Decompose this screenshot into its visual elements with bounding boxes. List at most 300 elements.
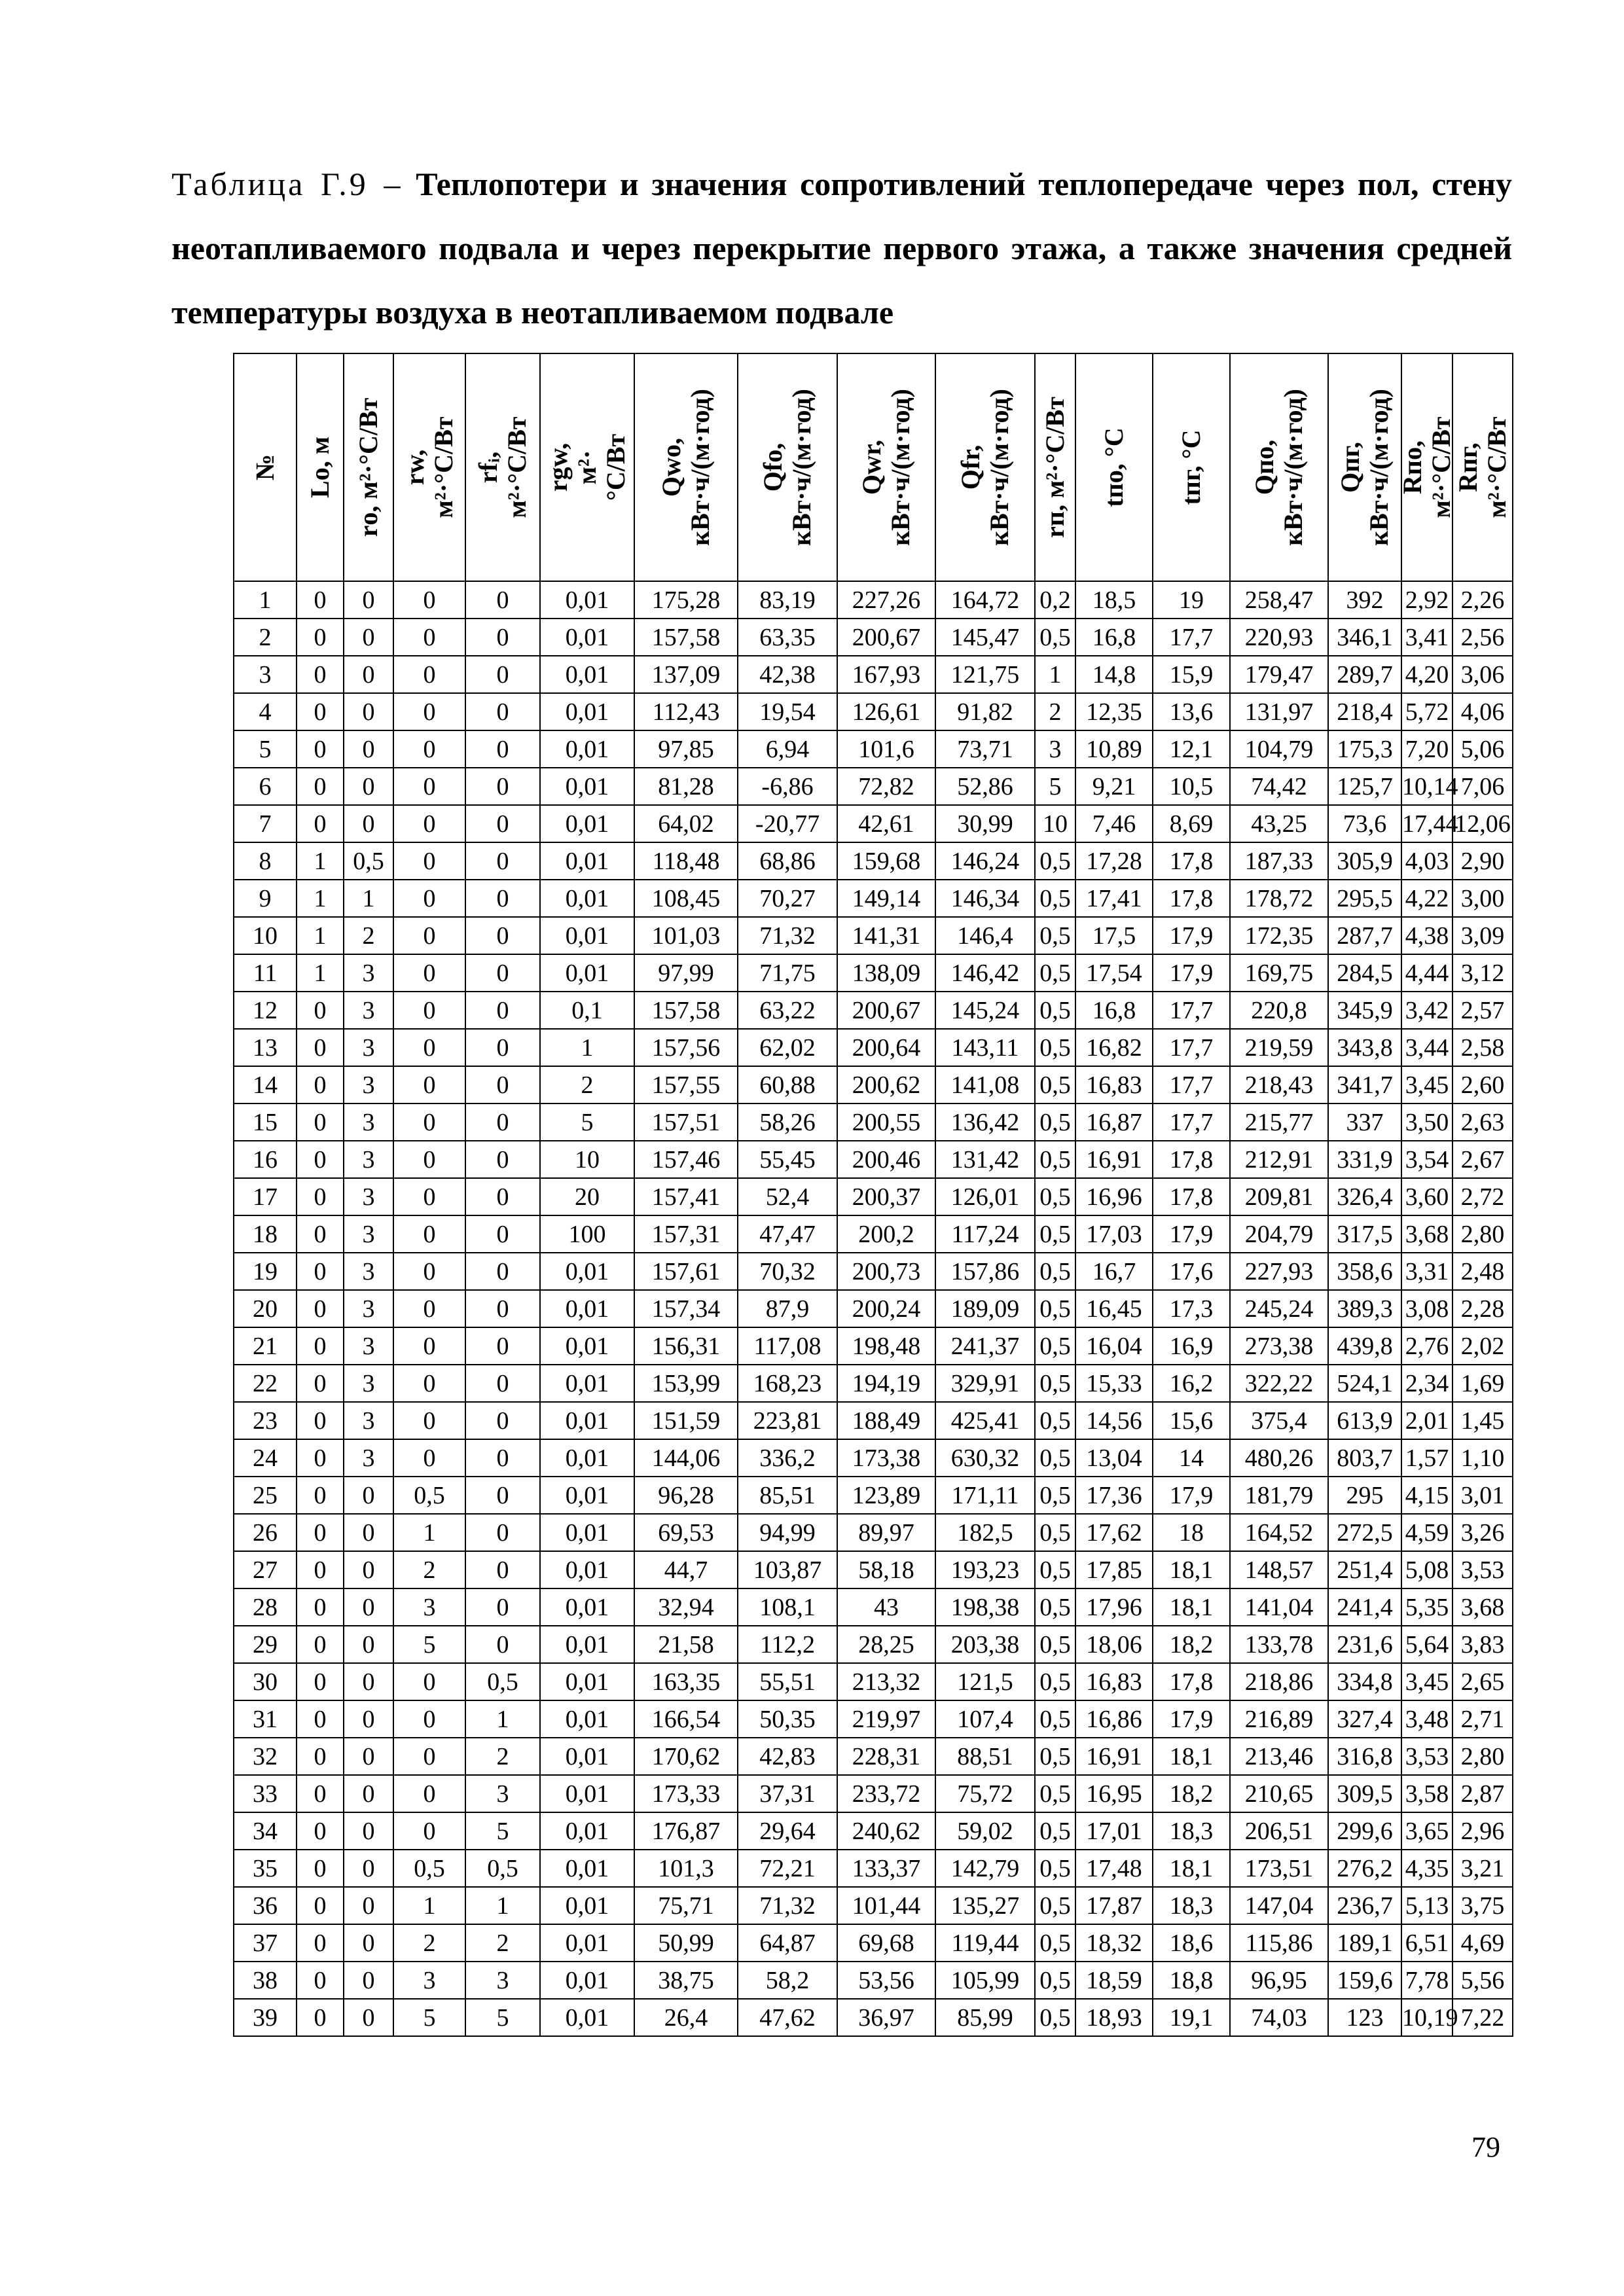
table-cell: 19,54 <box>738 693 837 730</box>
table-cell: 17,9 <box>1153 1477 1230 1514</box>
table-cell: 337 <box>1328 1103 1401 1141</box>
table-cell: 15,6 <box>1153 1402 1230 1439</box>
table-cell: 64,02 <box>634 805 738 842</box>
table-row <box>234 1103 1513 1141</box>
table-cell: 10,89 <box>1075 730 1153 768</box>
table-cell: 3,21 <box>1453 1850 1513 1887</box>
table-cell: 0,5 <box>1035 1551 1075 1588</box>
table-cell: 123 <box>1328 1999 1401 2036</box>
table-row <box>234 1962 1513 1999</box>
table-cell: 17,8 <box>1153 1141 1230 1178</box>
table-cell: 189,09 <box>935 1290 1035 1327</box>
table-cell: 16,91 <box>1075 1141 1153 1178</box>
table-cell: 3,48 <box>1401 1700 1453 1738</box>
column-header-line: кВт·ч/(м·год) <box>1364 389 1394 546</box>
table-cell: 83,19 <box>738 581 837 619</box>
table-cell: 18,2 <box>1153 1626 1230 1663</box>
table-row <box>234 880 1513 917</box>
table-cell: 2,76 <box>1401 1327 1453 1365</box>
table-cell: 0 <box>297 1029 344 1066</box>
table-cell: 3,50 <box>1401 1103 1453 1141</box>
table-cell: 0 <box>393 1738 465 1775</box>
column-header-line: Rпо, <box>1398 440 1427 494</box>
table-cell: 0 <box>393 1141 465 1178</box>
table-cell: 0,01 <box>540 842 634 880</box>
table-cell: 0 <box>465 1514 540 1551</box>
table-cell: 58,18 <box>837 1551 935 1588</box>
table-cell: 0 <box>344 619 393 656</box>
table-cell: 16,86 <box>1075 1700 1153 1738</box>
table-cell: 63,35 <box>738 619 837 656</box>
table-cell: 28,25 <box>837 1626 935 1663</box>
table-cell: 0,01 <box>540 917 634 954</box>
table-cell: 16,82 <box>1075 1029 1153 1066</box>
table-cell: 0,01 <box>540 1887 634 1924</box>
table-cell: 29,64 <box>738 1812 837 1850</box>
table-row <box>234 619 1513 656</box>
table-cell: 3,83 <box>1453 1626 1513 1663</box>
table-row <box>234 1738 1513 1775</box>
table-cell: 4,38 <box>1401 917 1453 954</box>
column-header-line: кВт·ч/(м·год) <box>886 389 915 546</box>
table-cell: 0 <box>297 1402 344 1439</box>
header-row <box>234 353 1513 581</box>
table-cell: 17,41 <box>1075 880 1153 917</box>
table-cell: 425,41 <box>935 1402 1035 1439</box>
table-cell: 213,32 <box>837 1663 935 1700</box>
table-cell: 0,5 <box>1035 917 1075 954</box>
table-cell: 7,06 <box>1453 768 1513 805</box>
table-cell: 0,01 <box>540 1999 634 2036</box>
table-cell: 346,1 <box>1328 619 1401 656</box>
table-cell: 17,6 <box>1153 1253 1230 1290</box>
table-cell: 5,35 <box>1401 1588 1453 1626</box>
table-cell: 0 <box>344 1962 393 1999</box>
table-cell: 241,37 <box>935 1327 1035 1365</box>
table-cell: 227,93 <box>1230 1253 1328 1290</box>
table-cell: 17 <box>234 1178 297 1215</box>
table-row <box>234 1178 1513 1215</box>
table-cell: 7,22 <box>1453 1999 1513 2036</box>
table-cell: 343,8 <box>1328 1029 1401 1066</box>
table-cell: 200,62 <box>837 1066 935 1103</box>
table-cell: 2 <box>234 619 297 656</box>
table-cell: 210,65 <box>1230 1775 1328 1812</box>
table-cell: 18,59 <box>1075 1962 1153 1999</box>
table-cell: 0 <box>465 730 540 768</box>
table-cell: 178,72 <box>1230 880 1328 917</box>
table-row <box>234 1066 1513 1103</box>
table-cell: 2,80 <box>1453 1215 1513 1253</box>
table-row <box>234 1215 1513 1253</box>
table-cell: 159,6 <box>1328 1962 1401 1999</box>
table-cell: 187,33 <box>1230 842 1328 880</box>
table-cell: 17,3 <box>1153 1290 1230 1327</box>
table-cell: 18,1 <box>1153 1738 1230 1775</box>
table-cell: 157,51 <box>634 1103 738 1141</box>
table-cell: 58,26 <box>738 1103 837 1141</box>
table-cell: 200,37 <box>837 1178 935 1215</box>
table-cell: 133,37 <box>837 1850 935 1887</box>
table-cell: 96,28 <box>634 1477 738 1514</box>
table-cell: 157,46 <box>634 1141 738 1178</box>
table-row <box>234 693 1513 730</box>
table-cell: 0 <box>393 1178 465 1215</box>
table-cell: 0,5 <box>1035 1514 1075 1551</box>
table-cell: 218,86 <box>1230 1663 1328 1700</box>
table-row <box>234 842 1513 880</box>
table-cell: 0 <box>465 693 540 730</box>
table-cell: 181,79 <box>1230 1477 1328 1514</box>
table-row <box>234 1402 1513 1439</box>
table-cell: 0 <box>393 954 465 992</box>
table-cell: 3,45 <box>1401 1066 1453 1103</box>
column-header-line: м²· <box>572 450 602 485</box>
table-cell: 0 <box>393 805 465 842</box>
table-cell: 14,8 <box>1075 656 1153 693</box>
table-cell: 13,6 <box>1153 693 1230 730</box>
table-cell: 16,83 <box>1075 1066 1153 1103</box>
table-cell: 147,04 <box>1230 1887 1328 1924</box>
table-cell: 3 <box>344 1178 393 1215</box>
table-cell: 6,51 <box>1401 1924 1453 1962</box>
table-cell: 4,59 <box>1401 1514 1453 1551</box>
table-cell: 167,93 <box>837 656 935 693</box>
table-row <box>234 1029 1513 1066</box>
table-cell: 101,44 <box>837 1887 935 1924</box>
table-cell: 0 <box>297 619 344 656</box>
table-cell: 70,32 <box>738 1253 837 1290</box>
table-cell: 143,11 <box>935 1029 1035 1066</box>
table-cell: 3 <box>344 1402 393 1439</box>
table-cell: 0 <box>297 1514 344 1551</box>
table-cell: 18,93 <box>1075 1999 1153 2036</box>
table-cell: 3,44 <box>1401 1029 1453 1066</box>
table-cell: 72,21 <box>738 1850 837 1887</box>
table-cell: 613,9 <box>1328 1402 1401 1439</box>
table-cell: 53,56 <box>837 1962 935 1999</box>
table-cell: 2,02 <box>1453 1327 1513 1365</box>
table-cell: 145,24 <box>935 992 1035 1029</box>
table-cell: 126,01 <box>935 1178 1035 1215</box>
table-cell: 198,48 <box>837 1327 935 1365</box>
table-cell: 0 <box>393 1663 465 1700</box>
table-cell: 0 <box>297 730 344 768</box>
table-cell: 32,94 <box>634 1588 738 1626</box>
table-cell: 2,96 <box>1453 1812 1513 1850</box>
table-cell: 89,97 <box>837 1514 935 1551</box>
table-cell: 157,58 <box>634 619 738 656</box>
table-cell: 74,42 <box>1230 768 1328 805</box>
table-cell: 299,6 <box>1328 1812 1401 1850</box>
table-cell: 0 <box>393 880 465 917</box>
table-cell: 3,60 <box>1401 1178 1453 1215</box>
column-header-line: кВт·ч/(м·год) <box>984 389 1014 546</box>
table-cell: 0 <box>465 1178 540 1215</box>
table-cell: 19 <box>1153 581 1230 619</box>
table-cell: 30,99 <box>935 805 1035 842</box>
table-cell: 97,85 <box>634 730 738 768</box>
table-cell: 0 <box>465 1477 540 1514</box>
table-cell: 22 <box>234 1365 297 1402</box>
table-cell: 5,56 <box>1453 1962 1513 1999</box>
table-cell: 81,28 <box>634 768 738 805</box>
column-header-line: tпг, °С <box>1176 429 1206 505</box>
table-cell: 0 <box>393 1290 465 1327</box>
table-cell: 8 <box>234 842 297 880</box>
table-cell: 0 <box>344 1850 393 1887</box>
table-cell: 480,26 <box>1230 1439 1328 1477</box>
table-cell: 43,25 <box>1230 805 1328 842</box>
table-cell: 36,97 <box>837 1999 935 2036</box>
table-cell: 4,69 <box>1453 1924 1513 1962</box>
table-cell: 13 <box>234 1029 297 1066</box>
table-cell: 73,71 <box>935 730 1035 768</box>
table-cell: -20,77 <box>738 805 837 842</box>
table-cell: 164,72 <box>935 581 1035 619</box>
table-cell: 159,68 <box>837 842 935 880</box>
table-cell: 0 <box>344 730 393 768</box>
table-cell: 17,9 <box>1153 1700 1230 1738</box>
table-cell: 3,75 <box>1453 1887 1513 1924</box>
table-cell: 203,38 <box>935 1626 1035 1663</box>
table-cell: 17,7 <box>1153 992 1230 1029</box>
table-cell: 101,3 <box>634 1850 738 1887</box>
table-cell: 18 <box>1153 1514 1230 1551</box>
table-cell: 133,78 <box>1230 1626 1328 1663</box>
table-cell: 101,03 <box>634 917 738 954</box>
table-cell: 0 <box>465 1327 540 1365</box>
table-cell: 240,62 <box>837 1812 935 1850</box>
table-cell: 16,83 <box>1075 1663 1153 1700</box>
table-cell: 0,5 <box>1035 1290 1075 1327</box>
table-cell: 112,2 <box>738 1626 837 1663</box>
table-cell: 228,31 <box>837 1738 935 1775</box>
table-cell: 13,04 <box>1075 1439 1153 1477</box>
table-cell: 6 <box>234 768 297 805</box>
table-cell: 326,4 <box>1328 1178 1401 1215</box>
table-cell: 1,57 <box>1401 1439 1453 1477</box>
table-cell: 14 <box>234 1066 297 1103</box>
table-cell: 14,56 <box>1075 1402 1153 1439</box>
table-cell: 172,35 <box>1230 917 1328 954</box>
table-cell: 0 <box>465 805 540 842</box>
table-cell: 4,06 <box>1453 693 1513 730</box>
table-cell: 0 <box>297 1775 344 1812</box>
table-cell: 0,1 <box>540 992 634 1029</box>
table-cell: 0 <box>297 1962 344 1999</box>
table-cell: 0 <box>344 1999 393 2036</box>
table-row <box>234 1551 1513 1588</box>
table-cell: 176,87 <box>634 1812 738 1850</box>
table-cell: 112,43 <box>634 693 738 730</box>
table-cell: 157,61 <box>634 1253 738 1290</box>
table-cell: 17,48 <box>1075 1850 1153 1887</box>
table-cell: 170,62 <box>634 1738 738 1775</box>
table-cell: 175,28 <box>634 581 738 619</box>
table-cell: 108,1 <box>738 1588 837 1626</box>
table-cell: 0,01 <box>540 1439 634 1477</box>
table-cell: 135,27 <box>935 1887 1035 1924</box>
table-cell: 0,01 <box>540 1626 634 1663</box>
table-cell: 204,79 <box>1230 1215 1328 1253</box>
column-header-line: Qwo, <box>657 438 686 497</box>
column-header-line: rп, м²·°С/Вт <box>1040 397 1070 538</box>
table-cell: 0 <box>393 768 465 805</box>
table-cell: 0 <box>465 954 540 992</box>
table-cell: 0 <box>297 1178 344 1215</box>
table-cell: 141,04 <box>1230 1588 1328 1626</box>
table-cell: 0 <box>465 1402 540 1439</box>
table-cell: 2,72 <box>1453 1178 1513 1215</box>
table-cell: 3 <box>393 1588 465 1626</box>
table-cell: 5 <box>540 1103 634 1141</box>
table-cell: 149,14 <box>837 880 935 917</box>
table-cell: 0 <box>297 1700 344 1738</box>
table-cell: 42,38 <box>738 656 837 693</box>
table-cell: 175,3 <box>1328 730 1401 768</box>
table-cell: 0 <box>297 1663 344 1700</box>
table-cell: 0 <box>393 619 465 656</box>
table-cell: 2 <box>465 1738 540 1775</box>
table-cell: 0 <box>393 656 465 693</box>
table-cell: 1 <box>393 1887 465 1924</box>
table-cell: 213,46 <box>1230 1738 1328 1775</box>
table-cell: 2,87 <box>1453 1775 1513 1812</box>
table-cell: 0 <box>465 880 540 917</box>
table-cell: 3,68 <box>1453 1588 1513 1626</box>
table-cell: 0 <box>344 1775 393 1812</box>
table-cell: 3,58 <box>1401 1775 1453 1812</box>
table-cell: 0 <box>297 1290 344 1327</box>
table-cell: 0 <box>344 805 393 842</box>
table-cell: 0,01 <box>540 1290 634 1327</box>
table-cell: 69,53 <box>634 1514 738 1551</box>
table-cell: 17,36 <box>1075 1477 1153 1514</box>
table-cell: 16,95 <box>1075 1775 1153 1812</box>
table-cell: 59,02 <box>935 1812 1035 1850</box>
table-cell: 0,01 <box>540 1962 634 1999</box>
table-cell: 0,5 <box>1035 1812 1075 1850</box>
table-cell: 27 <box>234 1551 297 1588</box>
table-cell: 17,9 <box>1153 954 1230 992</box>
table-cell: 125,7 <box>1328 768 1401 805</box>
table-cell: 5 <box>465 1812 540 1850</box>
table-cell: 0,5 <box>1035 1253 1075 1290</box>
table-cell: 0 <box>465 1141 540 1178</box>
table-cell: 1 <box>540 1029 634 1066</box>
table-cell: 0 <box>344 1812 393 1850</box>
table-cell: 3,06 <box>1453 656 1513 693</box>
table-cell: 2,63 <box>1453 1103 1513 1141</box>
table-cell: 17,8 <box>1153 842 1230 880</box>
table-cell: 100 <box>540 1215 634 1253</box>
table-row <box>234 1365 1513 1402</box>
table-cell: 179,47 <box>1230 656 1328 693</box>
table-cell: 200,73 <box>837 1253 935 1290</box>
table-cell: 2 <box>1035 693 1075 730</box>
table-cell: 52,86 <box>935 768 1035 805</box>
table-cell: 117,08 <box>738 1327 837 1365</box>
table-cell: 0 <box>344 656 393 693</box>
table-cell: 16,8 <box>1075 992 1153 1029</box>
table-row <box>234 1588 1513 1626</box>
table-cell: 138,09 <box>837 954 935 992</box>
table-cell: 69,68 <box>837 1924 935 1962</box>
table-row <box>234 805 1513 842</box>
table-cell: 3 <box>344 1290 393 1327</box>
table-cell: 142,79 <box>935 1850 1035 1887</box>
table-cell: 38,75 <box>634 1962 738 1999</box>
table-cell: 105,99 <box>935 1962 1035 1999</box>
table-cell: 4,35 <box>1401 1850 1453 1887</box>
table-cell: 0 <box>393 917 465 954</box>
table-cell: 0 <box>297 1141 344 1178</box>
table-cell: 8,69 <box>1153 805 1230 842</box>
table-cell: 198,38 <box>935 1588 1035 1626</box>
table-cell: 358,6 <box>1328 1253 1401 1290</box>
table-cell: 0 <box>465 1626 540 1663</box>
table-cell: 126,61 <box>837 693 935 730</box>
table-cell: 17,28 <box>1075 842 1153 880</box>
column-header-line: rfᵢ, <box>473 451 503 484</box>
table-cell: 231,6 <box>1328 1626 1401 1663</box>
table-cell: 0 <box>393 1029 465 1066</box>
table-cell: 200,55 <box>837 1103 935 1141</box>
table-cell: 24 <box>234 1439 297 1477</box>
table-cell: 18,2 <box>1153 1775 1230 1812</box>
table-cell: 72,82 <box>837 768 935 805</box>
table-cell: 3 <box>344 1365 393 1402</box>
table-cell: 5 <box>1035 768 1075 805</box>
table-cell: 2,65 <box>1453 1663 1513 1700</box>
column-header-line: кВт·ч/(м·год) <box>787 389 816 546</box>
table-cell: 16,96 <box>1075 1178 1153 1215</box>
table-cell: 218,43 <box>1230 1066 1328 1103</box>
table-cell: 316,8 <box>1328 1738 1401 1775</box>
table-cell: 0 <box>297 1850 344 1887</box>
table-cell: 0,01 <box>540 1327 634 1365</box>
table-cell: 0,01 <box>540 1700 634 1738</box>
table-cell: 107,4 <box>935 1700 1035 1738</box>
table-cell: 3 <box>234 656 297 693</box>
table-cell: 0,5 <box>1035 992 1075 1029</box>
table-cell: 12 <box>234 992 297 1029</box>
table-cell: 327,4 <box>1328 1700 1401 1738</box>
table-cell: 0 <box>297 1588 344 1626</box>
table-cell: 803,7 <box>1328 1439 1401 1477</box>
table-cell: 17,7 <box>1153 619 1230 656</box>
table-cell: 0 <box>297 1887 344 1924</box>
table-cell: 17,8 <box>1153 880 1230 917</box>
table-cell: 18,32 <box>1075 1924 1153 1962</box>
table-cell: 3 <box>465 1775 540 1812</box>
table-cell: 141,08 <box>935 1066 1035 1103</box>
table-cell: 0,01 <box>540 1924 634 1962</box>
table-cell: 2,67 <box>1453 1141 1513 1178</box>
table-cell: 3,09 <box>1453 917 1513 954</box>
table-cell: 287,7 <box>1328 917 1401 954</box>
table-cell: 0,5 <box>1035 1850 1075 1887</box>
table-cell: 4,15 <box>1401 1477 1453 1514</box>
table-cell: 0 <box>344 1477 393 1514</box>
table-cell: 0,01 <box>540 1738 634 1775</box>
table-cell: 3,31 <box>1401 1253 1453 1290</box>
table-cell: 9,21 <box>1075 768 1153 805</box>
table-cell: 18,1 <box>1153 1551 1230 1588</box>
table-cell: 17,01 <box>1075 1812 1153 1850</box>
table-cell: 5 <box>465 1999 540 2036</box>
